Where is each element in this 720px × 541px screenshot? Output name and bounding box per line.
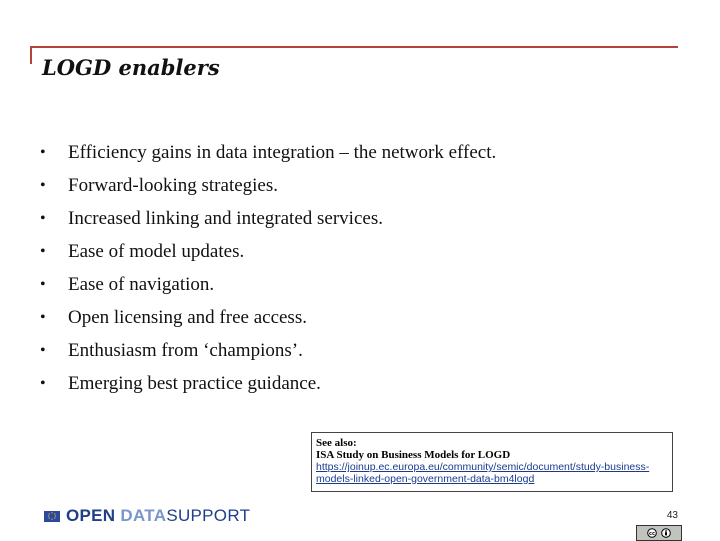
bullet-item <box>40 202 496 235</box>
bullet-item <box>40 268 496 301</box>
bullet-list <box>40 136 496 400</box>
title-rule <box>30 46 678 48</box>
bullet-item <box>40 136 496 169</box>
open-data-support-logo <box>44 505 250 527</box>
bullet-glyph: • <box>40 275 46 293</box>
cc-icon <box>647 528 657 538</box>
study-link-line-2[interactable]: models-linked-open-government-data-bm4logd <box>316 473 535 485</box>
study-link-line-1[interactable]: https://joinup.ec.europa.eu/community/semic/document/study-business- <box>316 461 650 473</box>
bullet-glyph: • <box>40 341 46 359</box>
by-person-icon <box>661 528 671 538</box>
bullet-item <box>40 301 496 334</box>
bullet-text: Forward-looking strategies. <box>68 174 279 196</box>
see-also-box <box>311 432 673 492</box>
bullet-text: Ease of model updates. <box>68 240 245 262</box>
bullet-item <box>40 334 496 367</box>
bullet-text: Ease of navigation. <box>68 273 215 295</box>
bullet-item <box>40 169 496 202</box>
eu-flag-icon <box>44 511 60 522</box>
bullet-glyph: • <box>40 176 46 194</box>
bullet-text: Open licensing and free access. <box>68 306 307 328</box>
bullet-text: Efficiency gains in data integration – the network effect. <box>68 141 497 163</box>
logo-support-text: SUPPORT <box>166 506 251 525</box>
logo-data-text: DATA <box>120 506 167 525</box>
slide-title: LOGD enablers <box>42 55 220 80</box>
bullet-glyph: • <box>40 374 46 392</box>
page-number: 43 <box>666 510 678 521</box>
bullet-text: Enthusiasm from ‘champions’. <box>68 339 303 361</box>
see-also-subheading: ISA Study on Business Models for LOGD <box>316 449 511 461</box>
logo-text <box>66 506 250 526</box>
bullet-item <box>40 367 496 400</box>
svg-text:cc: cc <box>649 531 655 537</box>
bullet-item <box>40 235 496 268</box>
see-also-heading: See also: <box>316 437 357 449</box>
title-rule-corner <box>30 46 32 64</box>
bullet-text: Increased linking and integrated services. <box>68 207 383 229</box>
bullet-glyph: • <box>40 209 46 227</box>
logo-open-text: OPEN <box>66 506 121 525</box>
bullet-text: Emerging best practice guidance. <box>68 372 321 394</box>
bullet-glyph: • <box>40 242 46 260</box>
bullet-glyph: • <box>40 308 46 326</box>
bullet-glyph: • <box>40 143 46 161</box>
cc-by-icon <box>636 525 682 541</box>
